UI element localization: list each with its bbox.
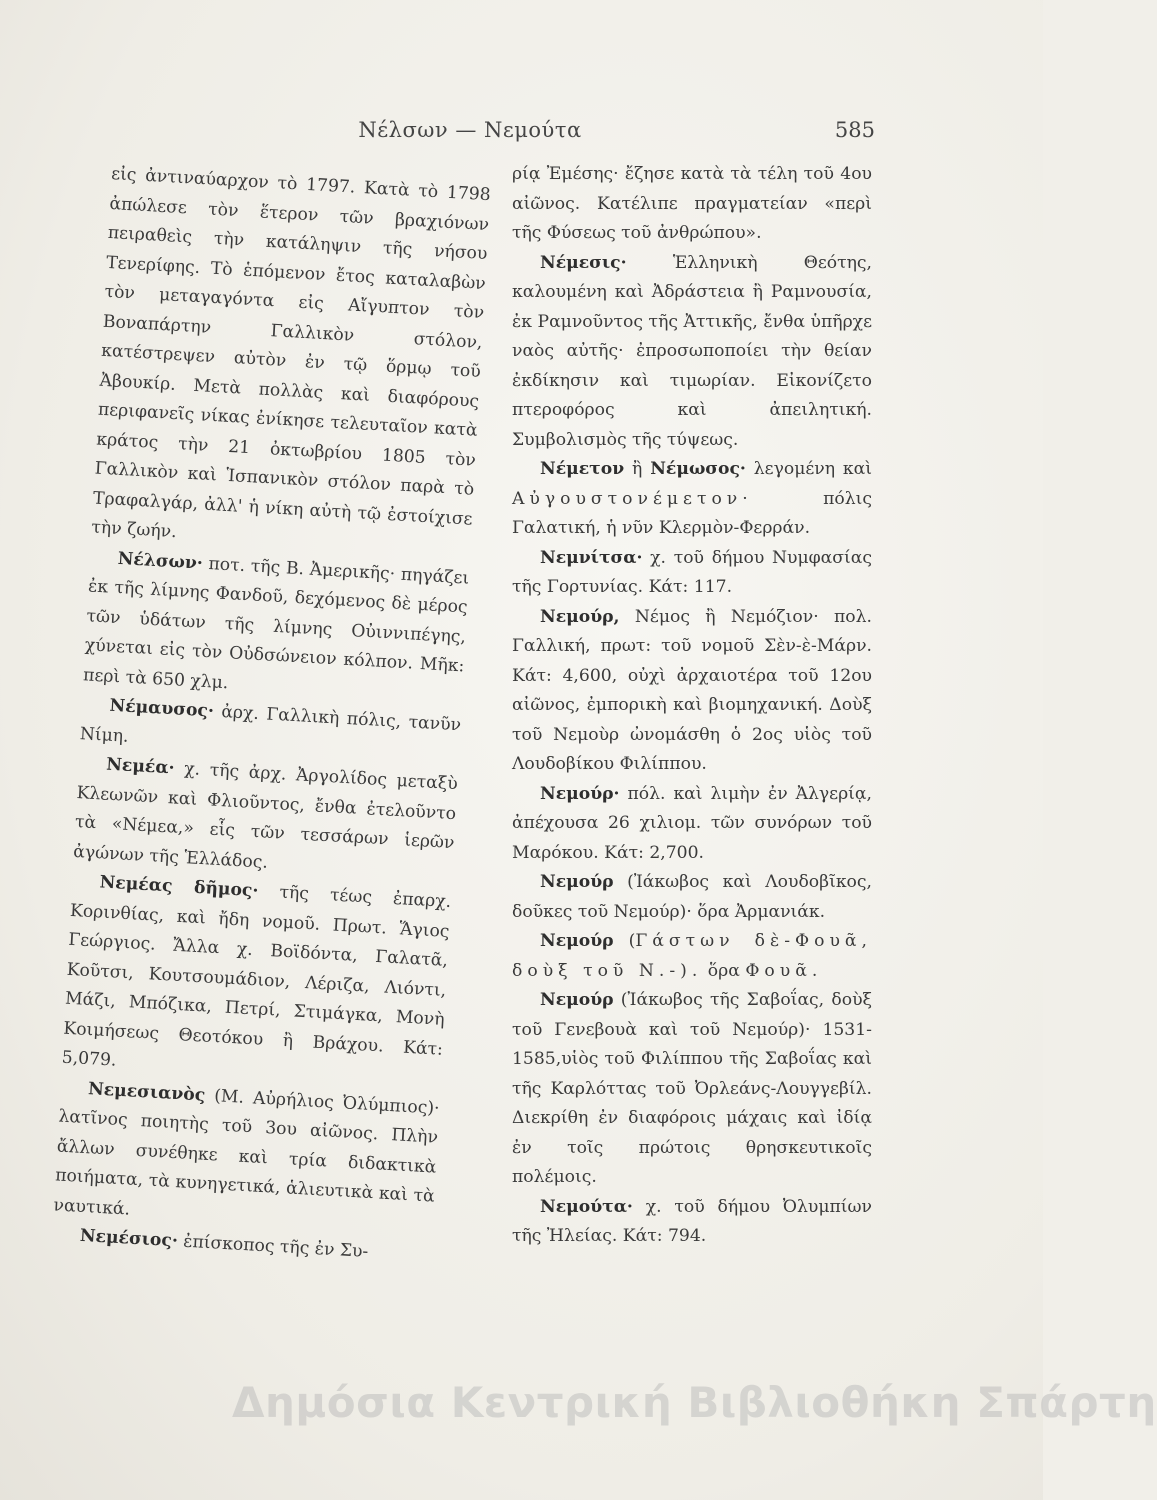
headword-alt: Νέμωσος·	[650, 459, 746, 479]
entry-text: (	[613, 931, 636, 951]
headword: Νεμνίτσα·	[540, 547, 643, 568]
right-column	[512, 160, 872, 1252]
left-column	[51, 160, 491, 1271]
entry-text: ἢ	[624, 459, 651, 479]
headword: Νεμούρ,	[540, 606, 620, 627]
library-watermark: Δημόσια Κεντρική Βιβλιοθήκη Σπάρτη	[232, 1378, 1157, 1427]
entry-text: χ. τοῦ δήμου Ὀλυμπίων τῆς Ἠλείας. Κάτ: 794.	[512, 1196, 872, 1246]
entry-nemours-dukes	[512, 868, 872, 927]
entry-nemea	[72, 749, 458, 888]
entry-text: πόλις Γαλατική, ἡ νῦν Κλερμὸν-Φερράν.	[512, 488, 872, 538]
entry-text: ὅρα	[702, 960, 746, 981]
spaced-name: Φουᾶ.	[745, 960, 823, 981]
entry-nemours-jacques	[512, 986, 872, 1193]
headword: Νεμέα·	[105, 754, 176, 779]
entry-nemnitsa	[512, 544, 872, 603]
headword: Νέμετον	[540, 459, 625, 479]
headword: Νεμεσιανὸς	[87, 1078, 206, 1106]
headword: Νέμεσις·	[540, 252, 627, 273]
continuation-paragraph: εἰς ἀντιναύαρχον τὸ 1797. Κατὰ τὸ 1798 ἀπώλεσε τὸν ἕτερον τῶν βραχιόνων πειραθεὶς τὴν κατάληψιν τῆς νήσου Τενερίφης. Τὸ ἑπόμενον ἔτος καταλαβὼν τὸν μεταγαγόντα εἰς Αἴγυπτον τὸν Βοναπάρτην Γαλλικὸν στόλον, κατέστρεψεν αὐτὸν ἐν τῷ ὅρμῳ τοῦ Ἀβουκίρ. Μετὰ πολλὰς καὶ διαφόρους περιφανεῖς νίκας ἐνίκησε τελευταῖον κατὰ κράτος τὴν 21 ὀκτωβρίου 1805 τὸν Γαλλικὸν καὶ Ἱσπανικὸν στόλον παρὰ τὸ Τραφαλγάρ, ἀλλ' ἡ νίκη αὐτὴ τῷ ἐστοίχισε τὴν ζωήν.	[90, 163, 492, 543]
spaced-name: Γάστων δὲ-Φουᾶ,	[635, 931, 872, 951]
entry-nemetum	[512, 455, 872, 544]
entry-text: τῆς τέως ἐπαρχ. Κορινθίας, καὶ ἤδη νομοῦ. Πρωτ. Ἅγιος Γεώργιος. Ἄλλα χ. Βοϊδόντα, Γαλατᾶ, Κοῦτσι, Κουτσουμάδιον, Λέριζα, Λιόντι, Μάζι, Μπόζικα, Πετρί, Στιμάγκα, Μονὴ Κοιμήσεως Θεοτόκου ἢ Βράχου. Κάτ: 5,079.	[61, 881, 452, 1071]
entry-nemesianus	[53, 1073, 441, 1241]
entry-nemours-algeria	[512, 780, 872, 869]
continuation-paragraph: ρίᾳ Ἐμέσης· ἔζησε κατὰ τὰ τέλη τοῦ 4ου αἰῶνος. Κατέλιπε πραγματείαν «περὶ τῆς Φύσεως τοῦ ἀνθρώπου».	[512, 164, 872, 243]
entry-text: ποτ. τῆς Β. Ἀμερικῆς· πηγάζει ἐκ τῆς λίμνης Φανδοῦ, δεχόμενος δὲ μέρος τῶν ὑδάτων τῆς λίμνης Οὐιννιπέγης, χύνεται εἰς τὸν Οὐδσώνειον κόλπον. Μῆκ: περὶ τὰ 650 χλμ.	[82, 553, 470, 693]
spaced-name: Αὐγουστονέμετον·	[512, 488, 753, 509]
headword: Νέλσων·	[117, 548, 204, 574]
headword: Νεμούτα·	[540, 1196, 633, 1217]
entry-text: λεγομένη καὶ	[745, 459, 872, 479]
entry-text: Ἑλληνικὴ Θεότης, καλουμένη καὶ Ἀδράστεια ἢ Ραμνουσία, ἐκ Ραμνοῦντος τῆς Ἀττικῆς, ἔνθα ὑπῆρχε ναὸς αὐτῆς· ἐπροσωποποίει τὴν θείαν ἐκδίκησιν καὶ τιμωρίαν. Εἰκονίζετο πτεροφόρος καὶ ἀπειλητική. Συμβολισμὸς τῆς τύψεως.	[512, 252, 872, 450]
headword: Νεμέας δῆμος·	[99, 872, 259, 902]
headword: Νεμέσιος·	[79, 1225, 179, 1252]
headword: Νεμούρ	[540, 931, 614, 951]
entry-nemea-municipality	[61, 867, 452, 1094]
headword: Νέμαυσος·	[108, 695, 215, 722]
entry-nemouta	[512, 1193, 872, 1252]
spaced-name: δοὺξ τοῦ Ν.-).	[512, 960, 703, 981]
entry-text: χ. τοῦ δήμου Νυμφασίας τῆς Γορτυνίας. Κάτ: 117.	[512, 547, 872, 597]
entry-text: ἐπίσκοπος τῆς ἐν Συ-	[177, 1231, 369, 1262]
headword: Νεμούρ·	[540, 783, 620, 804]
entry-text: ἀρχ. Γαλλικὴ πόλις, τανῦν Νίμη.	[79, 701, 462, 747]
headword: Νεμούρ	[540, 872, 614, 892]
entry-nemours-gaston	[512, 927, 872, 986]
entry-text: (Μ. Αὐρήλιος Ὀλύμπιος)· λατῖνος ποιητὴς τοῦ 3ου αἰῶνος. Πλὴν ἄλλων συνέθηκε καὶ τρία διδακτικὰ ποιήματα, τὰ κυνηγετικά, ἁλιευτικὰ καὶ τὰ ναυτικά.	[53, 1085, 441, 1220]
entry-text: πόλ. καὶ λιμὴν ἐν Ἀλγερίᾳ, ἀπέχουσα 26 χιλιομ. τῶν συνόρων τοῦ Μαρόκου. Κάτ: 2,700.	[512, 783, 872, 863]
entry-text: (Ἰάκωβος καὶ Λουδοβῖκος, δοῦκες τοῦ Νεμούρ)· ὅρα Ἀρμανιάκ.	[512, 872, 872, 922]
entry-nemours-city	[512, 603, 872, 780]
page-number: 585	[834, 118, 875, 142]
entry-nemesis	[512, 249, 872, 456]
entry-nelson-river	[82, 543, 470, 711]
entry-text: Νέμος ἢ Νεμόζιον· πολ. Γαλλική, πρωτ: τοῦ νομοῦ Σὲν-ὲ-Μάρν. Κάτ: 4,600, οὐχὶ ἀρχαιοτέρα τοῦ 12ου αἰῶνος, ἐμπορικὴ καὶ βιομηχανική. Δοὺξ τοῦ Νεμοὺρ ὠνομάσθη ὁ 2ος υἱὸς τοῦ Λουδοβίκου Φιλίππου.	[512, 606, 872, 774]
headword: Νεμούρ	[540, 990, 614, 1010]
entry-text: χ. τῆς ἀρχ. Ἀργολίδος μεταξὺ Κλεωνῶν καὶ Φλιοῦντος, ἔνθα ἐτελοῦντο τὰ «Νέμεα,» εἷς τῶν τεσσάρων ἱερῶν ἀγώνων τῆς Ἑλλάδος.	[72, 758, 459, 873]
entry-text: (Ἰάκωβος τῆς Σαβοΐας, δοὺξ τοῦ Γενεβουὰ καὶ τοῦ Νεμούρ)· 1531-1585,υἱὸς τοῦ Φιλίππου τῆς Σαβοΐας καὶ τῆς Καρλόττας τοῦ Ὀρλεάνς-Λουγγεβίλ. Διεκρίθη ἐν διαφόροις μάχαις καὶ ἰδίᾳ ἐν τοῖς πρώτοις θρησκευτικοῖς πολέμοις.	[512, 990, 872, 1187]
running-head: Νέλσων — Νεμούτα	[358, 118, 582, 142]
